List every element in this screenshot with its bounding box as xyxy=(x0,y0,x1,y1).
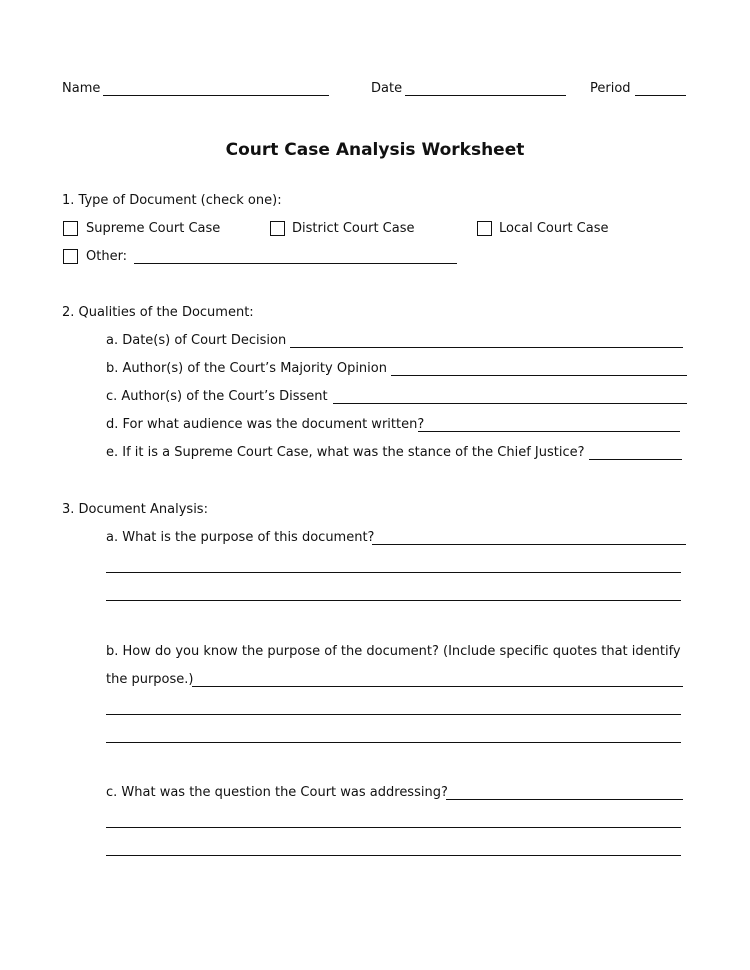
supreme-court-option-label: Supreme Court Case xyxy=(86,221,221,236)
purpose-evidence-answer-line-3[interactable] xyxy=(106,742,681,743)
page-title: Court Case Analysis Worksheet xyxy=(225,140,525,160)
section3-heading: 3. Document Analysis: xyxy=(62,502,208,517)
local-court-option-label: Local Court Case xyxy=(499,221,609,236)
court-question-answer-line-3[interactable] xyxy=(106,855,681,856)
period-label: Period xyxy=(590,81,631,96)
purpose-evidence-answer-line-1[interactable] xyxy=(192,686,683,687)
purpose-evidence-answer-line-2[interactable] xyxy=(106,714,681,715)
court-question-label: c. What was the question the Court was addressing? xyxy=(106,785,448,800)
chief-justice-stance-field[interactable] xyxy=(589,459,682,460)
audience-label: d. For what audience was the document written? xyxy=(106,417,425,432)
court-decision-date-label: a. Date(s) of Court Decision xyxy=(106,333,287,348)
purpose-question-label: a. What is the purpose of this document? xyxy=(106,530,375,545)
name-label: Name xyxy=(62,81,101,96)
court-question-answer-line-2[interactable] xyxy=(106,827,681,828)
dissent-author-label: c. Author(s) of the Court’s Dissent xyxy=(106,389,328,404)
purpose-answer-line-2[interactable] xyxy=(106,572,681,573)
majority-opinion-author-label: b. Author(s) of the Court’s Majority Opinion xyxy=(106,361,387,376)
name-field[interactable] xyxy=(103,95,329,96)
date-field[interactable] xyxy=(405,95,566,96)
purpose-evidence-question-label: b. How do you know the purpose of the document? (Include specific quotes that identify xyxy=(106,644,681,659)
purpose-answer-line-1[interactable] xyxy=(372,544,686,545)
purpose-answer-line-3[interactable] xyxy=(106,600,681,601)
local-court-checkbox[interactable] xyxy=(477,221,492,236)
other-checkbox[interactable] xyxy=(63,249,78,264)
audience-field[interactable] xyxy=(418,431,680,432)
other-option-label: Other: xyxy=(86,249,128,264)
court-question-answer-line-1[interactable] xyxy=(446,799,683,800)
majority-opinion-author-field[interactable] xyxy=(391,375,687,376)
period-field[interactable] xyxy=(635,95,686,96)
section1-heading: 1. Type of Document (check one): xyxy=(62,193,282,208)
dissent-author-field[interactable] xyxy=(333,403,687,404)
purpose-evidence-question-label-cont: the purpose.) xyxy=(106,672,194,687)
district-court-checkbox[interactable] xyxy=(270,221,285,236)
section2-heading: 2. Qualities of the Document: xyxy=(62,305,254,320)
court-decision-date-field[interactable] xyxy=(290,347,683,348)
district-court-option-label: District Court Case xyxy=(292,221,415,236)
date-label: Date xyxy=(371,81,403,96)
chief-justice-stance-label: e. If it is a Supreme Court Case, what was the stance of the Chief Justice? xyxy=(106,445,585,460)
supreme-court-checkbox[interactable] xyxy=(63,221,78,236)
other-field[interactable] xyxy=(134,263,457,264)
